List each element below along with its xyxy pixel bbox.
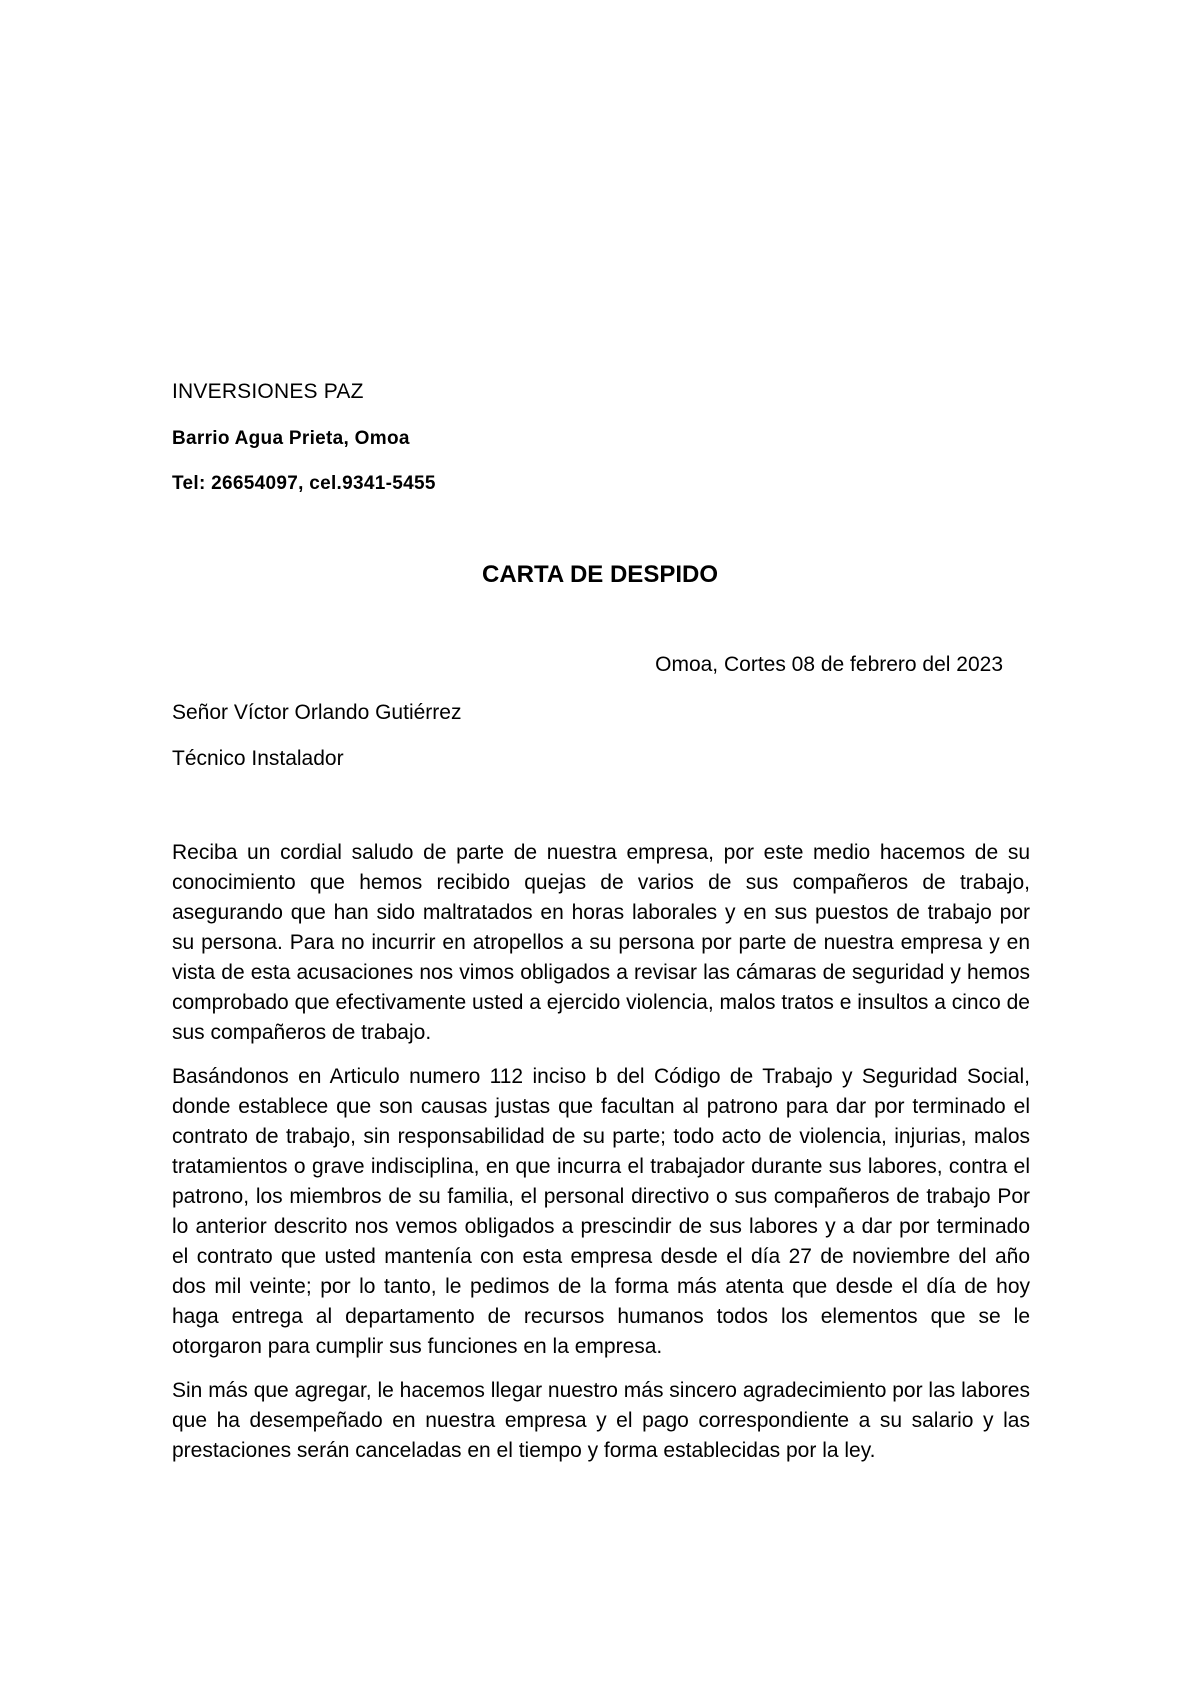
company-address: Barrio Agua Prieta, Omoa <box>172 428 410 449</box>
body-paragraph: Reciba un cordial saludo de parte de nuestra empresa, por este medio hacemos de su conocimiento que hemos recibido quejas de varios de sus compañeros de trabajo, asegurando que han sido maltratados en horas laborales y en sus puestos de trabajo por su persona. Para no incurrir en atropellos a su persona por parte de nuestra empresa y en vista de esta acusaciones nos vimos obligados a revisar las cámaras de seguridad y hemos comprobado que efectivamente usted a ejercido violencia, malos tratos e insultos a cinco de sus compañeros de trabajo. <box>172 841 1030 1044</box>
company-phone: Tel: 26654097, cel.9341-5455 <box>172 473 436 494</box>
letter-body <box>172 838 1030 1480</box>
body-paragraph: Sin más que agregar, le hacemos llegar nuestro más sincero agradecimiento por las labores que ha desempeñado en nuestra empresa y el pago correspondiente a su salario y las prestaciones serán canceladas en el tiempo y forma establecidas por la ley. <box>172 1379 1030 1462</box>
company-name: INVERSIONES PAZ <box>172 380 364 403</box>
date-line: Omoa, Cortes 08 de febrero del 2023 <box>655 653 1003 676</box>
body-paragraph: Basándonos en Articulo numero 112 inciso b del Código de Trabajo y Seguridad Social, donde establece que son causas justas que facultan al patrono para dar por terminado el contrato de trabajo, sin responsabilidad de su parte; todo acto de violencia, injurias, malos tratamientos o grave indisciplina, en que incurra el trabajador durante sus labores, contra el patrono, los miembros de su familia, el personal directivo o sus compañeros de trabajo Por lo anterior descrito nos vemos obligados a prescindir de sus labores y a dar por terminado el contrato que usted mantenía con esta empresa desde el día 27 de noviembre del año dos mil veinte; por lo tanto, le pedimos de la forma más atenta que desde el día de hoy haga entrega al departamento de recursos humanos todos los elementos que se le otorgaron para cumplir sus funciones en la empresa. <box>172 1065 1030 1358</box>
document-title: CARTA DE DESPIDO <box>481 561 718 588</box>
recipient-role: Técnico Instalador <box>172 747 344 770</box>
recipient-name: Señor Víctor Orlando Gutiérrez <box>172 701 462 724</box>
